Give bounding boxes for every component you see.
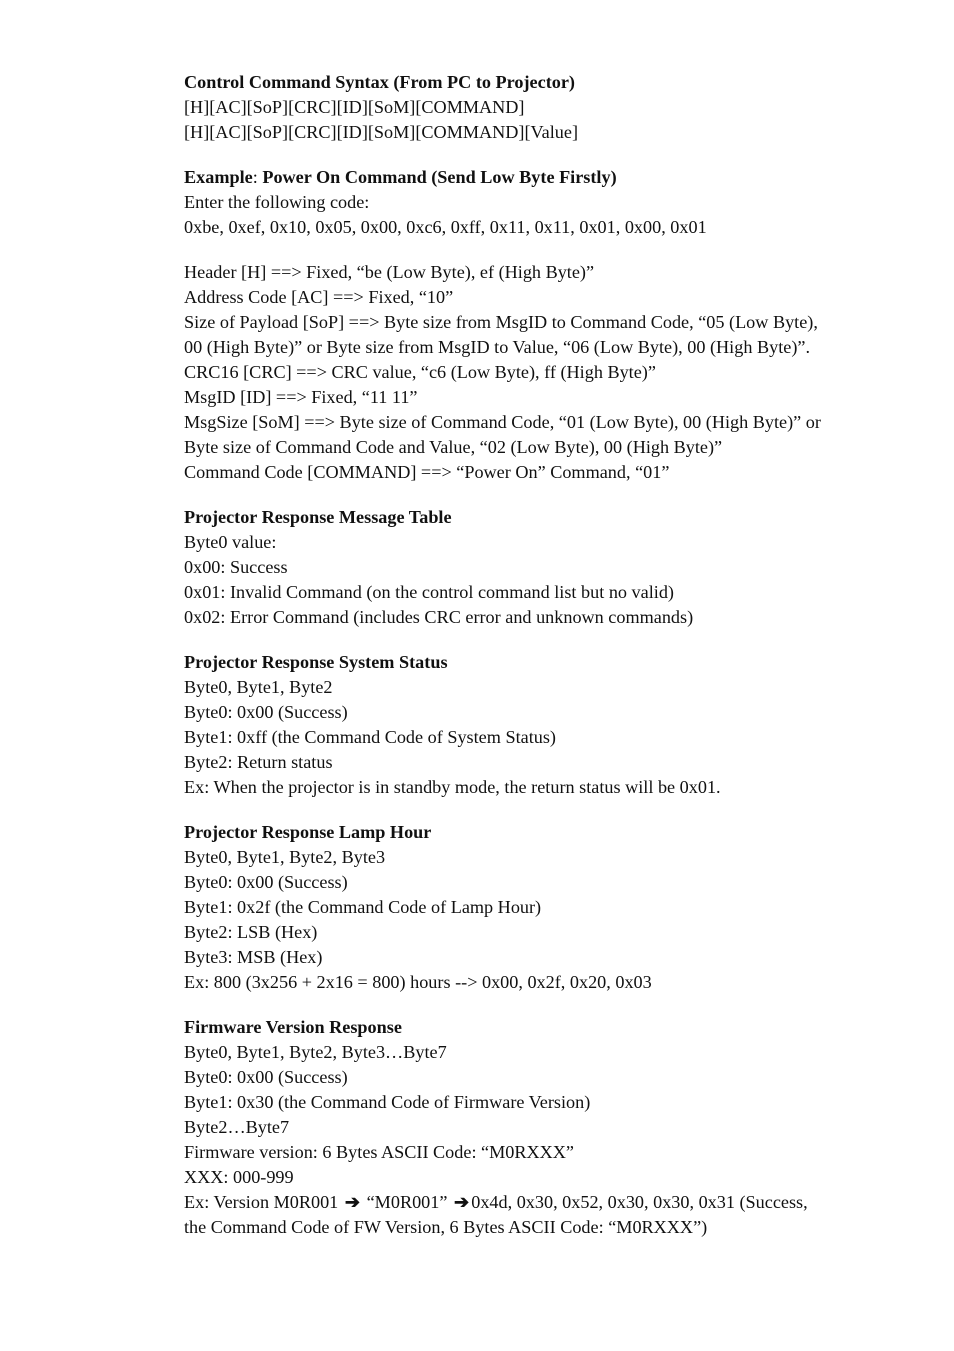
text-line: MsgID [ID] ==> Fixed, “11 11” <box>184 387 418 407</box>
text-line: Enter the following code: <box>184 192 370 212</box>
text-line: Header [H] ==> Fixed, “be (Low Byte), ef (High Byte)” <box>184 262 595 282</box>
text-line: Byte2: LSB (Hex) <box>184 922 318 942</box>
text-line: Byte0, Byte1, Byte2, Byte3…Byte7 <box>184 1042 447 1062</box>
text-line: 0xbe, 0xef, 0x10, 0x05, 0x00, 0xc6, 0xff, 0x11, 0x11, 0x01, 0x00, 0x01 <box>184 217 707 237</box>
text-line: MsgSize [SoM] ==> Byte size of Command Code, “01 (Low Byte), 00 (High Byte)” or Byte size of Command Code and Value, “02 (Low Byte), 00 (High Byte)” <box>184 412 821 457</box>
section-command-syntax <box>184 70 824 145</box>
section-heading: Control Command Syntax (From PC to Projector) <box>184 72 575 92</box>
text-line: Size of Payload [SoP] ==> Byte size from MsgID to Command Code, “05 (Low Byte), 00 (High Byte)” or Byte size from MsgID to Value, “06 (Low Byte), 00 (High Byte)”. <box>184 312 818 357</box>
text-line: [H][AC][SoP][CRC][ID][SoM][COMMAND] <box>184 97 525 117</box>
arrow-right-icon: ➔ <box>344 1192 361 1212</box>
text-line: Byte1: 0x30 (the Command Code of Firmware Version) <box>184 1092 591 1112</box>
example-text: 0x4d, 0x30, 0x52, 0x30, 0x30, 0x31 (Success, the Command Code of FW Version, 6 Bytes ASCII Code: “M0RXXX”) <box>184 1192 808 1237</box>
text-line: Byte0: 0x00 (Success) <box>184 872 348 892</box>
text-line: Byte0, Byte1, Byte2 <box>184 677 333 697</box>
text-line: Byte3: MSB (Hex) <box>184 947 323 967</box>
text-line: XXX: 000-999 <box>184 1167 294 1187</box>
text-line: Byte0: 0x00 (Success) <box>184 702 348 722</box>
heading-separator: : <box>252 167 263 187</box>
text-line: CRC16 [CRC] ==> CRC value, “c6 (Low Byte), ff (High Byte)” <box>184 362 656 382</box>
text-line: Byte2: Return status <box>184 752 333 772</box>
firmware-example-line <box>184 1190 824 1240</box>
text-line: Byte0: 0x00 (Success) <box>184 1067 348 1087</box>
text-line: Address Code [AC] ==> Fixed, “10” <box>184 287 454 307</box>
section-system-status <box>184 650 824 800</box>
section-example <box>184 165 824 240</box>
text-line: Firmware version: 6 Bytes ASCII Code: “M0RXXX” <box>184 1142 574 1162</box>
section-heading: Projector Response Lamp Hour <box>184 822 432 842</box>
arrow-right-icon: ➔ <box>453 1192 470 1212</box>
section-field-descriptions <box>184 260 824 485</box>
text-line: Byte2…Byte7 <box>184 1117 290 1137</box>
heading-prefix: Example <box>184 167 253 187</box>
text-line: Command Code [COMMAND] ==> “Power On” Command, “01” <box>184 462 670 482</box>
text-line: 0x01: Invalid Command (on the control command list but no valid) <box>184 582 674 602</box>
text-line: Byte1: 0xff (the Command Code of System Status) <box>184 727 556 747</box>
section-lamp-hour <box>184 820 824 995</box>
text-line: Byte1: 0x2f (the Command Code of Lamp Hour) <box>184 897 542 917</box>
text-line: Ex: When the projector is in standby mode, the return status will be 0x01. <box>184 777 721 797</box>
text-line: 0x00: Success <box>184 557 288 577</box>
section-heading: Firmware Version Response <box>184 1017 402 1037</box>
heading-text: Power On Command (Send Low Byte Firstly) <box>262 167 617 187</box>
example-text: “M0R001” <box>362 1192 452 1212</box>
section-firmware-version <box>184 1015 824 1240</box>
section-heading: Projector Response Message Table <box>184 507 452 527</box>
text-line: Byte0 value: <box>184 532 277 552</box>
section-heading: Projector Response System Status <box>184 652 448 672</box>
text-line: [H][AC][SoP][CRC][ID][SoM][COMMAND][Value] <box>184 122 579 142</box>
text-line: Ex: 800 (3x256 + 2x16 = 800) hours --> 0x00, 0x2f, 0x20, 0x03 <box>184 972 652 992</box>
example-text: Ex: Version M0R001 <box>184 1192 339 1212</box>
section-heading <box>184 165 824 190</box>
text-line: 0x02: Error Command (includes CRC error and unknown commands) <box>184 607 694 627</box>
section-response-message-table <box>184 505 824 630</box>
document-page <box>184 70 824 1260</box>
text-line: Byte0, Byte1, Byte2, Byte3 <box>184 847 386 867</box>
